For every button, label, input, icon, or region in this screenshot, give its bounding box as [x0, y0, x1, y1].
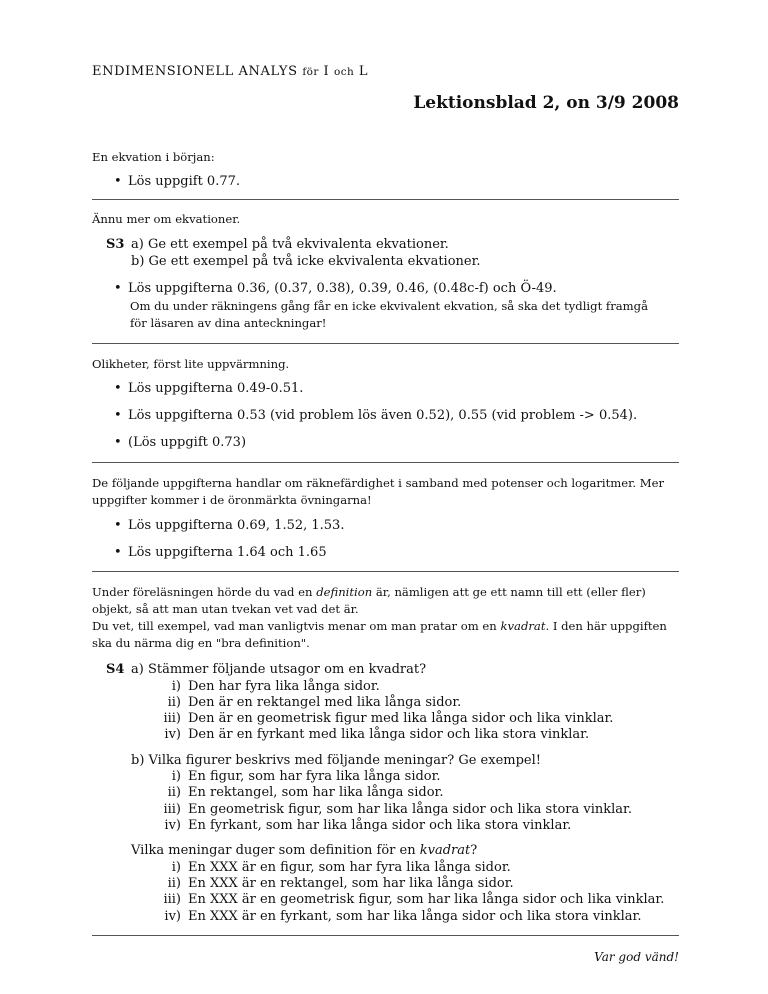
- task-line: a) Ge ett exempel på två ekvivalenta ekvationer.: [131, 237, 449, 252]
- bullet-icon: •: [114, 174, 122, 189]
- list-item: iii) En XXX är en geometrisk figur, som har lika långa sidor och lika vinklar.: [163, 892, 665, 908]
- bullet-icon: •: [114, 435, 122, 450]
- section-5-intro: Under föreläsningen hörde du vad en definition är, nämligen att ge ett namn till ett (eller fler) objekt, så att man utan tvekan vet vad det är. Du vet, till exempel, vad man vanligtvis menar om man pratar om en kvadrat. I den här uppgiften ska du närma dig en "bra definition".: [92, 585, 667, 650]
- section-2-intro: Ännu mer om ekvationer.: [92, 212, 241, 226]
- list-item: • Lös uppgift 0.77.: [114, 174, 241, 189]
- page-footer-note: Var god vänd!: [594, 950, 679, 964]
- divider: [92, 935, 679, 936]
- course-program-i: I: [323, 64, 330, 79]
- emphasis-kvadrat: kvadrat: [500, 619, 546, 633]
- task-part-b-head: b) Vilka figurer beskrivs med följande meningar? Ge exempel!: [131, 752, 542, 768]
- list-item: ii) En XXX är en rektangel, som har lika långa sidor.: [167, 876, 514, 892]
- list-item: • Lös uppgifterna 0.36, (0.37, 0.38), 0.39, 0.46, (0.48c-f) och Ö-49.: [114, 281, 557, 296]
- task-part-a-head: a) Stämmer följande utsagor om en kvadrat?: [131, 662, 427, 677]
- section-3-intro: Olikheter, först lite uppvärmning.: [92, 357, 290, 371]
- list-item: • (Lös uppgift 0.73): [114, 435, 247, 450]
- bullet-icon: •: [114, 545, 122, 560]
- course-program-l: L: [358, 64, 369, 79]
- list-item: • Lös uppgifterna 0.53 (vid problem lös även 0.52), 0.55 (vid problem -> 0.54).: [114, 408, 638, 423]
- course-word-for: för: [302, 66, 319, 78]
- bullet-icon: •: [114, 281, 122, 296]
- list-item: ii) En rektangel, som har lika långa sidor.: [167, 785, 444, 801]
- list-item: iii) Den är en geometrisk figur med lika långa sidor och lika vinklar.: [163, 711, 614, 727]
- divider: [92, 199, 679, 200]
- bullet-icon: •: [114, 518, 122, 533]
- bullet-note: Om du under räkningens gång får en icke ekvivalent ekvation, så ska det tydligt framgå för läsaren av dina anteckningar!: [130, 299, 648, 330]
- course-word-and: och: [334, 66, 355, 78]
- list-item: i) En XXX är en figur, som har fyra lika långa sidor.: [171, 859, 511, 875]
- task-line: b) Ge ett exempel på två icke ekvivalenta ekvationer.: [131, 253, 481, 269]
- list-item: iv) En fyrkant, som har lika långa sidor och lika stora vinklar.: [164, 818, 572, 834]
- list-item: iv) En XXX är en fyrkant, som har lika långa sidor och lika stora vinklar.: [164, 908, 642, 924]
- list-item: i) En figur, som har fyra lika långa sidor.: [171, 769, 441, 785]
- page-title: Lektionsblad 2, on 3/9 2008: [413, 93, 679, 113]
- task-part-c-head: Vilka meningar duger som definition för en kvadrat?: [131, 843, 478, 859]
- list-item: iv) Den är en fyrkant med lika långa sidor och lika stora vinklar.: [164, 727, 590, 743]
- course-name: ENDIMENSIONELL ANALYS: [92, 64, 298, 79]
- list-item: • Lös uppgifterna 0.49-0.51.: [114, 381, 304, 396]
- divider: [92, 462, 679, 463]
- list-item: • Lös uppgifterna 0.69, 1.52, 1.53.: [114, 518, 345, 533]
- list-item: • Lös uppgifterna 1.64 och 1.65: [114, 545, 327, 560]
- course-header: [92, 64, 368, 79]
- bullet-icon: •: [114, 408, 122, 423]
- bullet-icon: •: [114, 381, 122, 396]
- list-item: ii) Den är en rektangel med lika långa sidor.: [167, 694, 462, 710]
- section-1-intro: En ekvation i början:: [92, 150, 215, 164]
- task-label: S4: [106, 662, 125, 677]
- emphasis-definition: definition: [316, 585, 373, 599]
- emphasis-kvadrat: kvadrat: [419, 843, 471, 859]
- divider: [92, 343, 679, 344]
- list-item: i) Den har fyra lika långa sidor.: [171, 678, 380, 694]
- list-item: iii) En geometrisk figur, som har lika långa sidor och lika stora vinklar.: [163, 801, 632, 817]
- task-label: S3: [106, 237, 125, 252]
- section-4-intro: De följande uppgifterna handlar om räknefärdighet i samband med potenser och logaritmer. Mer uppgifter kommer i de öronmärkta övningarna!: [92, 476, 665, 507]
- divider: [92, 571, 679, 572]
